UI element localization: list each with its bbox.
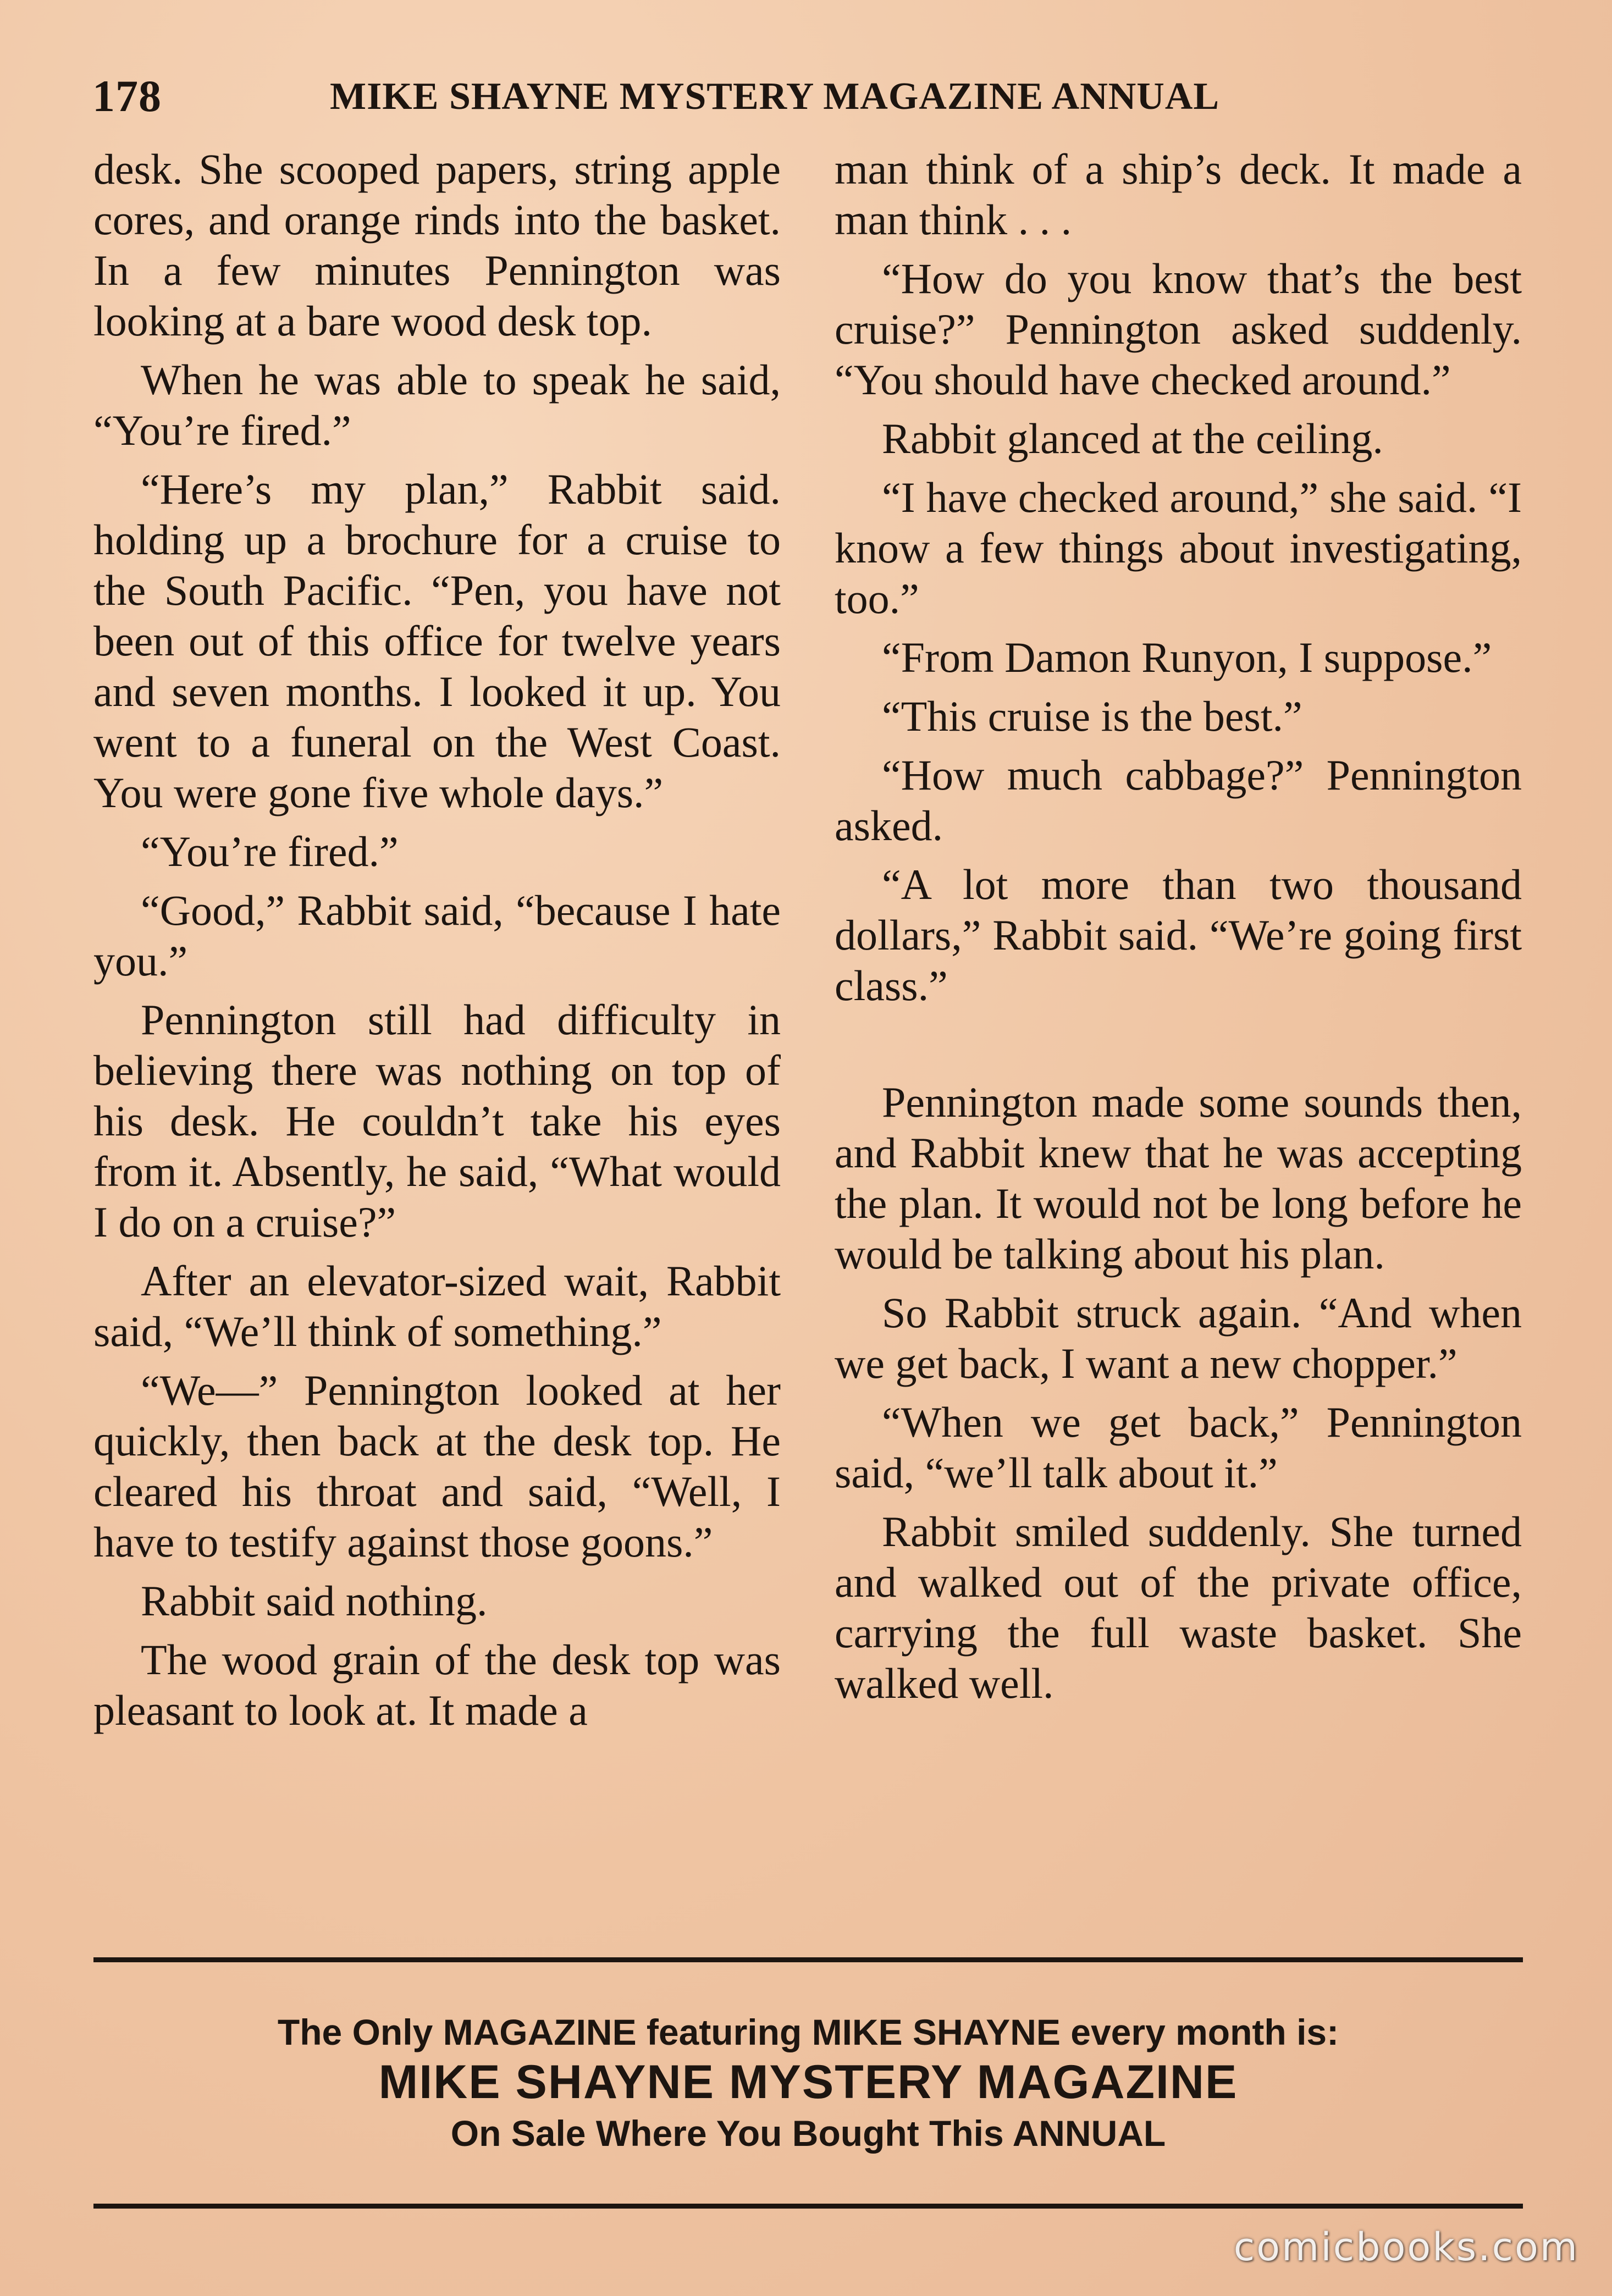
paragraph: “You’re fired.” [141, 827, 399, 875]
paragraph: Pennington still had difficulty in believing there was nothing on top of his desk. He couldn’t take his eyes from it. Absently, he said, “What would I do on a cruise?” [93, 996, 781, 1246]
paragraph: “From Damon Runyon, I suppose.” [882, 633, 1492, 681]
paragraph: The wood grain of the desk top was pleasant to look at. It made a [93, 1636, 781, 1734]
paragraph: “We—” Pennington looked at her quickly, then back at the desk top. He cleared his throat and said, “Well, I have to testify against those goons.” [93, 1366, 781, 1566]
paragraph: “Here’s my plan,” Rabbit said. holding up a brochure for a cruise to the South Pacific. “Pen, you have not been out of this office for twelve years and seven months. I looked it up. You went to a funeral on the West Coast. You were gone five whole days.” [93, 465, 781, 816]
page-header [88, 70, 1539, 120]
left-text-column [93, 144, 781, 1744]
paragraph: Pennington made some sounds then, and Rabbit knew that he was accepting the plan. It would not be long before he would be talking about his plan. [835, 1078, 1522, 1278]
paragraph: Rabbit smiled suddenly. She turned and walked out of the private office, carrying the full waste basket. She walked well. [835, 1508, 1522, 1707]
paragraph: “This cruise is the best.” [882, 692, 1302, 740]
paragraph: When he was able to speak he said, “You’re fired.” [93, 356, 781, 454]
paragraph: “How do you know that’s the best cruise?” Pennington asked suddenly. “You should have checked around.” [835, 255, 1522, 404]
right-text-column [835, 144, 1522, 1717]
paragraph: “When we get back,” Pennington said, “we’ll talk about it.” [835, 1398, 1522, 1497]
paragraph: So Rabbit struck again. “And when we get back, I want a new chopper.” [835, 1289, 1522, 1387]
divider-rule [93, 2204, 1523, 2209]
paragraph: man think of a ship’s deck. It made a man think . . . [835, 145, 1522, 244]
paragraph: “I have checked around,” she said. “I know a few things about investigating, too.” [835, 473, 1522, 622]
ad-magazine-title: MIKE SHAYNE MYSTERY MAGAZINE [378, 2056, 1238, 2109]
paragraph: “Good,” Rabbit said, “because I hate you.” [93, 886, 781, 985]
advertisement-block [93, 2010, 1523, 2157]
paragraph: “A lot more than two thousand dollars,” Rabbit said. “We’re going first class.” [835, 860, 1522, 1009]
ad-line: The Only MAGAZINE featuring MIKE SHAYNE every month is: [277, 2012, 1339, 2052]
watermark: comicbooks.com [1233, 2225, 1579, 2270]
page-number: 178 [92, 71, 162, 121]
paragraph: Rabbit glanced at the ceiling. [882, 415, 1383, 462]
paragraph: desk. She scooped papers, string apple cores, and orange rinds into the basket. In a few minutes Pennington was looking at a bare wood desk top. [93, 145, 781, 345]
divider-rule [93, 1957, 1523, 1962]
paragraph: “How much cabbage?” Pennington asked. [835, 751, 1522, 849]
running-title: MIKE SHAYNE MYSTERY MAGAZINE ANNUAL [330, 75, 1220, 118]
ad-line: On Sale Where You Bought This ANNUAL [450, 2113, 1166, 2154]
paragraph: Rabbit said nothing. [141, 1577, 488, 1625]
paragraph: After an elevator-sized wait, Rabbit said, “We’ll think of something.” [93, 1257, 781, 1355]
